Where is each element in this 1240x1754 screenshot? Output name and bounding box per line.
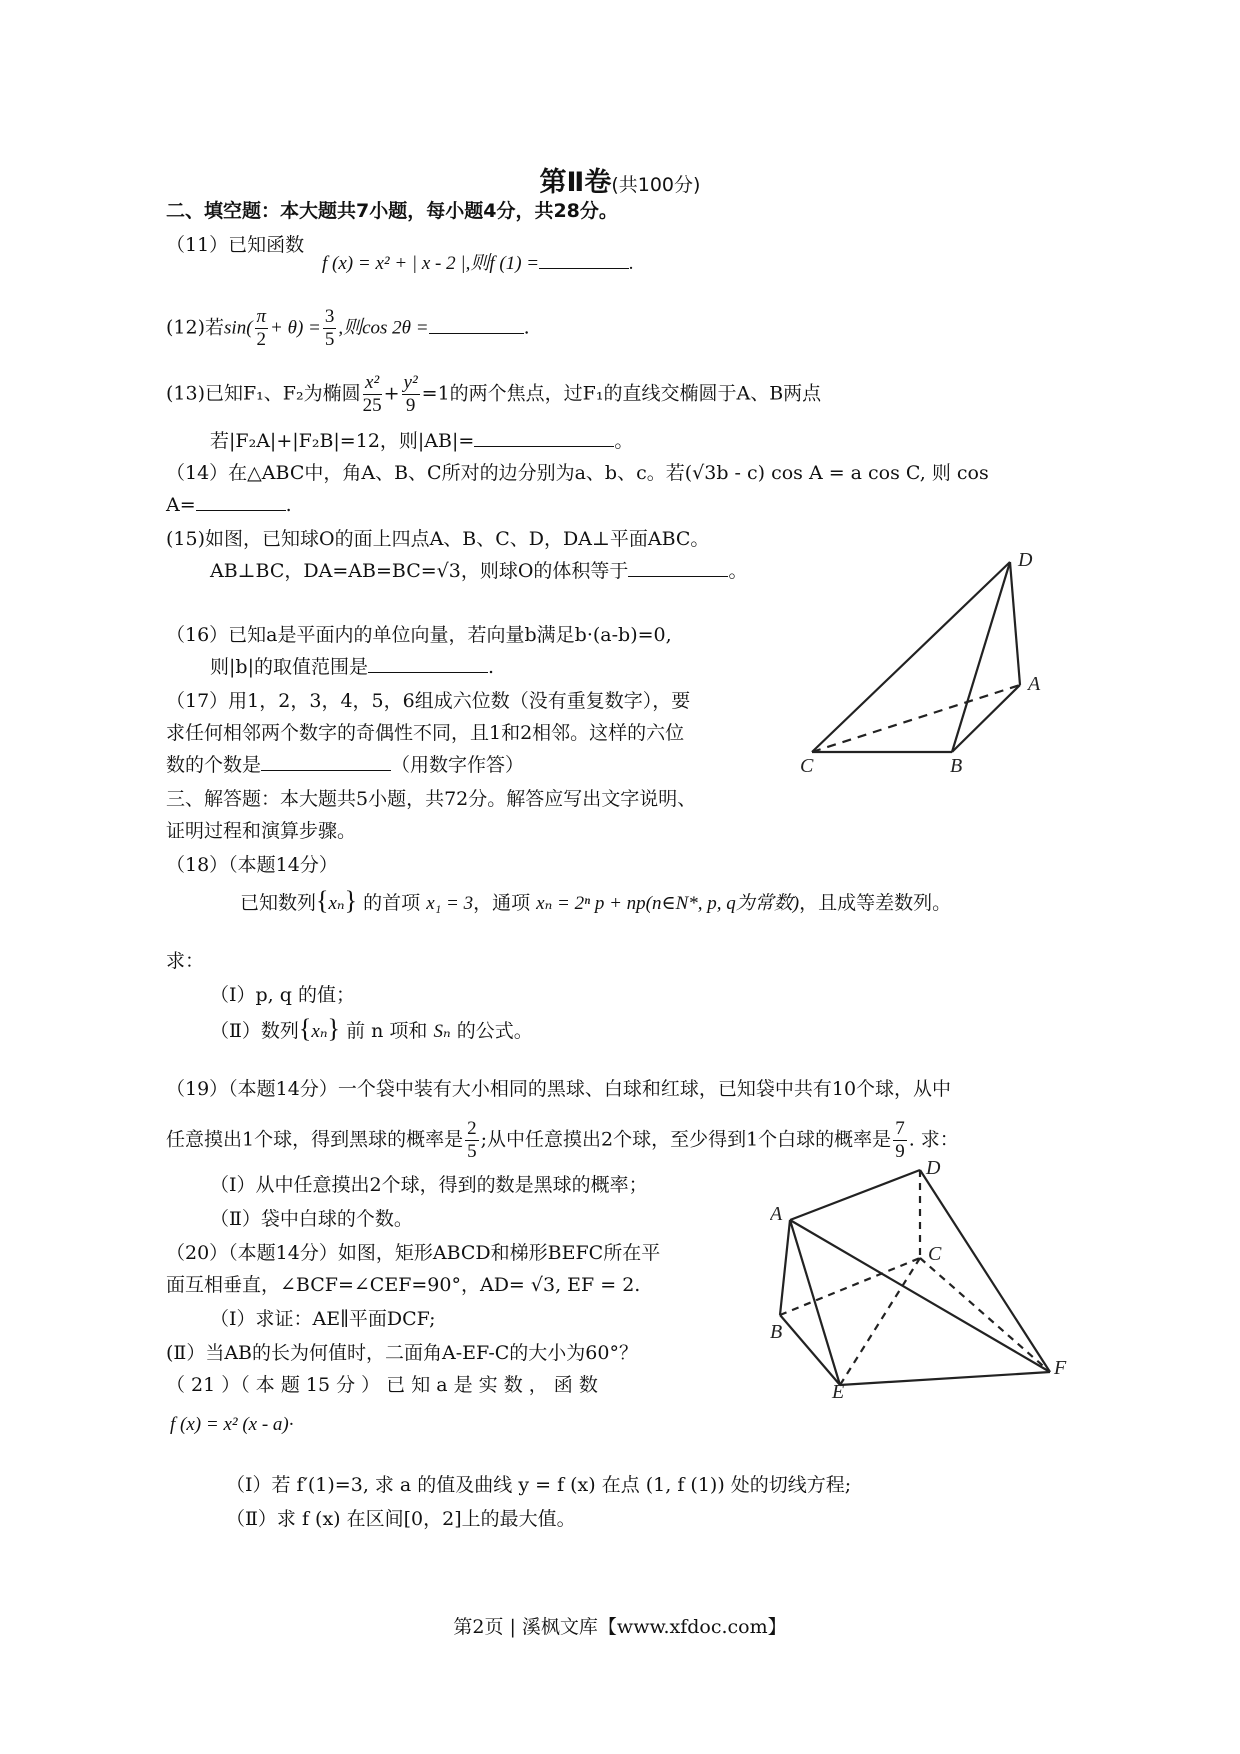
section-2-heading: 二、填空题：本大题共7小题，每小题4分，共28分。 bbox=[166, 200, 618, 222]
edge-bc-dashed bbox=[780, 1258, 920, 1315]
label-b: B bbox=[770, 1321, 783, 1343]
q21-line1: （ 21 ）（ 本 题 15 分 ） 已 知 a 是 实 数 ， 函 数 bbox=[166, 1374, 598, 1396]
q11-formula: f (x) = x² + | x - 2 |,则f (1) = . bbox=[322, 250, 634, 277]
q11-text: （11）已知函数 bbox=[166, 234, 305, 256]
q17-line2: 求任何相邻两个数字的奇偶性不同，且1和2相邻。这样的六位 bbox=[166, 722, 685, 744]
label-c: C bbox=[800, 755, 814, 777]
q17-answer-blank bbox=[261, 752, 391, 771]
q18-part2: （Ⅱ）数列{xₙ} 前 n 项和 Sₙ 的公式。 bbox=[210, 1014, 533, 1043]
q13-frac-y: $\frac{\text{y²}}{9}$ bbox=[403, 372, 418, 416]
q21-line2: f (x) = x² (x - a)· bbox=[170, 1414, 294, 1435]
q15-line1: (15)如图，已知球O的面上四点A、B、C、D，DA⊥平面ABC。 bbox=[166, 528, 710, 550]
figure-tetrahedron bbox=[800, 540, 1080, 780]
q19-frac-2-5: $\frac{2}{5}$ bbox=[467, 1118, 477, 1162]
edge-be bbox=[780, 1315, 840, 1385]
figure-abcdef bbox=[770, 1160, 1070, 1400]
q12-line: (12)若sin( $\frac{\pi}{2}$ + θ) = $\frac{3}{5}$ ,则cos 2θ = . bbox=[166, 306, 530, 350]
q13-answer-blank bbox=[474, 428, 614, 447]
q17-line3: 数的个数是 （用数字作答） bbox=[166, 754, 525, 776]
q13-line1: (13)已知F₁、F₂为椭圆 $\frac{\text{x²}}{25}$ + $\frac{\text{y²}}{9}$ =1的两个焦点，过F₁的直线交椭圆于A、B两点 bbox=[166, 372, 822, 416]
q15-answer-blank bbox=[628, 558, 728, 577]
q12-answer-blank bbox=[429, 315, 524, 334]
edge-ca-dashed bbox=[812, 685, 1020, 752]
q20-line2: 面互相垂直，∠BCF=∠CEF=90°，AD= √3, EF = 2. bbox=[166, 1274, 641, 1296]
q18-part1: （Ⅰ）p, q 的值； bbox=[210, 984, 355, 1006]
q20-part1: （Ⅰ）求证：AE∥平面DCF; bbox=[210, 1308, 436, 1330]
page-footer: 第2页 | 溪枫文库【www.xfdoc.com】 bbox=[453, 1616, 787, 1638]
edge-cf-dashed bbox=[920, 1258, 1050, 1372]
q11-answer-blank bbox=[539, 250, 629, 269]
q15-line2: AB⊥BC，DA=AB=BC=√3，则球O的体积等于 。 bbox=[210, 560, 748, 582]
q19-line1: （19）（本题14分）一个袋中装有大小相同的黑球、白球和红球，已知袋中共有10个球，从中 bbox=[166, 1078, 952, 1100]
label-f: F bbox=[1054, 1357, 1067, 1379]
q20-part2: (Ⅱ）当AB的长为何值时，二面角A-EF-C的大小为60°？ bbox=[166, 1342, 638, 1364]
label-a: A bbox=[1028, 673, 1041, 695]
q12-frac-pi: $\frac{\pi}{2}$ bbox=[256, 306, 267, 350]
q18-qiu: 求： bbox=[166, 950, 205, 972]
q17-line1: （17）用1，2，3，4，5，6组成六位数（没有重复数字），要 bbox=[166, 690, 691, 712]
q13-frac-x: $\frac{\text{x²}}{25}$ bbox=[362, 372, 382, 416]
q19-part2: （Ⅱ）袋中白球的个数。 bbox=[210, 1208, 413, 1230]
edge-ef bbox=[840, 1372, 1050, 1385]
q20-line1: （20）（本题14分）如图，矩形ABCD和梯形BEFC所在平 bbox=[166, 1242, 661, 1264]
label-d: D bbox=[926, 1160, 941, 1179]
q19-frac-7-9: $\frac{7}{9}$ bbox=[895, 1118, 905, 1162]
q18-line1: 已知数列{xₙ} 的首项 x₁ = 3，通项 xₙ = 2ⁿ p + np(n∈N*, p, q为常数)，且成等差数列。 bbox=[240, 886, 952, 915]
edge-ab bbox=[780, 1220, 790, 1315]
edge-ad bbox=[790, 1170, 920, 1220]
q21-part2: （Ⅱ）求 f (x) 在区间[0，2]上的最大值。 bbox=[226, 1508, 576, 1530]
label-e: E bbox=[832, 1381, 845, 1400]
edge-da bbox=[1010, 562, 1020, 685]
section-3-heading-line1: 三、解答题：本大题共5小题，共72分。解答应写出文字说明、 bbox=[166, 788, 697, 810]
q18-heading: （18）（本题14分） bbox=[166, 854, 338, 876]
q16-answer-blank bbox=[368, 654, 488, 673]
label-b: B bbox=[950, 755, 963, 777]
q12-frac-3-5: $\frac{3}{5}$ bbox=[324, 306, 335, 350]
q19-line2: 任意摸出1个球，得到黑球的概率是 $\frac{2}{5}$ ;从中任意摸出2个球，至少得到1个白球的概率是 $\frac{7}{9}$ . 求： bbox=[166, 1118, 959, 1162]
q16-line2: 则|b|的取值范围是 . bbox=[210, 656, 495, 678]
label-d: D bbox=[1018, 549, 1033, 571]
q14-line1: （14）在△ABC中，角A、B、C所对的边分别为a、b、c。若(√3b - c) cos A = a cos C, 则 cos bbox=[166, 462, 989, 484]
edge-ce-dashed bbox=[840, 1258, 920, 1385]
section-3-heading-line2: 证明过程和演算步骤。 bbox=[166, 820, 357, 842]
edge-df bbox=[920, 1170, 1050, 1372]
q13-line2: 若|F₂A|+|F₂B|=12，则|AB|= 。 bbox=[210, 430, 634, 452]
q21-part1: （Ⅰ）若 f′(1)=3, 求 a 的值及曲线 y = f (x) 在点 (1, f (1)) 处的切线方程; bbox=[226, 1474, 852, 1496]
page-title: 第Ⅱ卷(共100分) bbox=[539, 167, 701, 198]
label-a: A bbox=[770, 1203, 783, 1225]
q16-line1: （16）已知a是平面内的单位向量，若向量b满足b·(a-b)=0, bbox=[166, 624, 672, 646]
q19-part1: （Ⅰ）从中任意摸出2个球，得到的数是黑球的概率； bbox=[210, 1174, 648, 1196]
q14-line2: A= . bbox=[166, 494, 292, 516]
q14-answer-blank bbox=[196, 492, 286, 511]
label-c: C bbox=[928, 1243, 942, 1265]
